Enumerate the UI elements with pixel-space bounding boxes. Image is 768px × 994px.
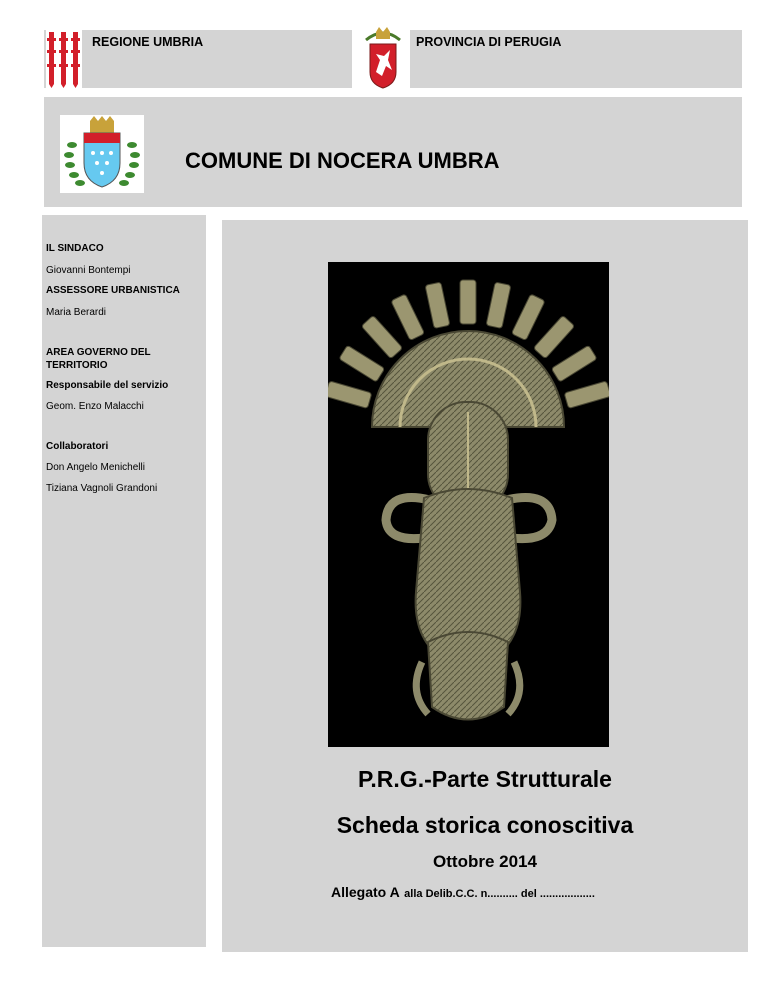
municipality-title: COMUNE DI NOCERA UMBRA <box>185 148 500 173</box>
attachment-detail: alla Delib.C.C. n.......... del .................. <box>404 888 595 900</box>
urban-heading: ASSESSORE URBANISTICA <box>46 285 180 296</box>
collaborator-2: Tiziana Vagnoli Grandoni <box>46 483 158 494</box>
service-name: Geom. Enzo Malacchi <box>46 401 144 412</box>
mayor-name: Giovanni Bontempi <box>46 265 131 276</box>
municipality-crest-icon <box>60 115 144 193</box>
area-heading: AREA GOVERNO DEL TERRITORIO <box>46 347 151 371</box>
region-label: REGIONE UMBRIA <box>92 35 204 49</box>
staff-sidebar <box>42 215 206 947</box>
service-heading: Responsabile del servizio <box>46 380 169 391</box>
fibula-photo <box>328 262 609 747</box>
collaborator-1: Don Angelo Menichelli <box>46 462 145 473</box>
province-crest-icon <box>358 26 408 90</box>
prg-title: P.R.G.-Parte Strutturale <box>358 766 612 792</box>
mayor-heading: IL SINDACO <box>46 243 104 254</box>
attachment-label: Allegato A <box>331 884 400 900</box>
document-date: Ottobre 2014 <box>433 852 537 871</box>
region-logo-icon <box>46 30 82 88</box>
province-label: PROVINCIA DI PERUGIA <box>416 35 562 49</box>
collaborators-heading: Collaboratori <box>46 441 109 452</box>
document-subtitle: Scheda storica conoscitiva <box>336 812 634 838</box>
attachment-line <box>331 884 595 902</box>
urban-name: Maria Berardi <box>46 307 107 318</box>
